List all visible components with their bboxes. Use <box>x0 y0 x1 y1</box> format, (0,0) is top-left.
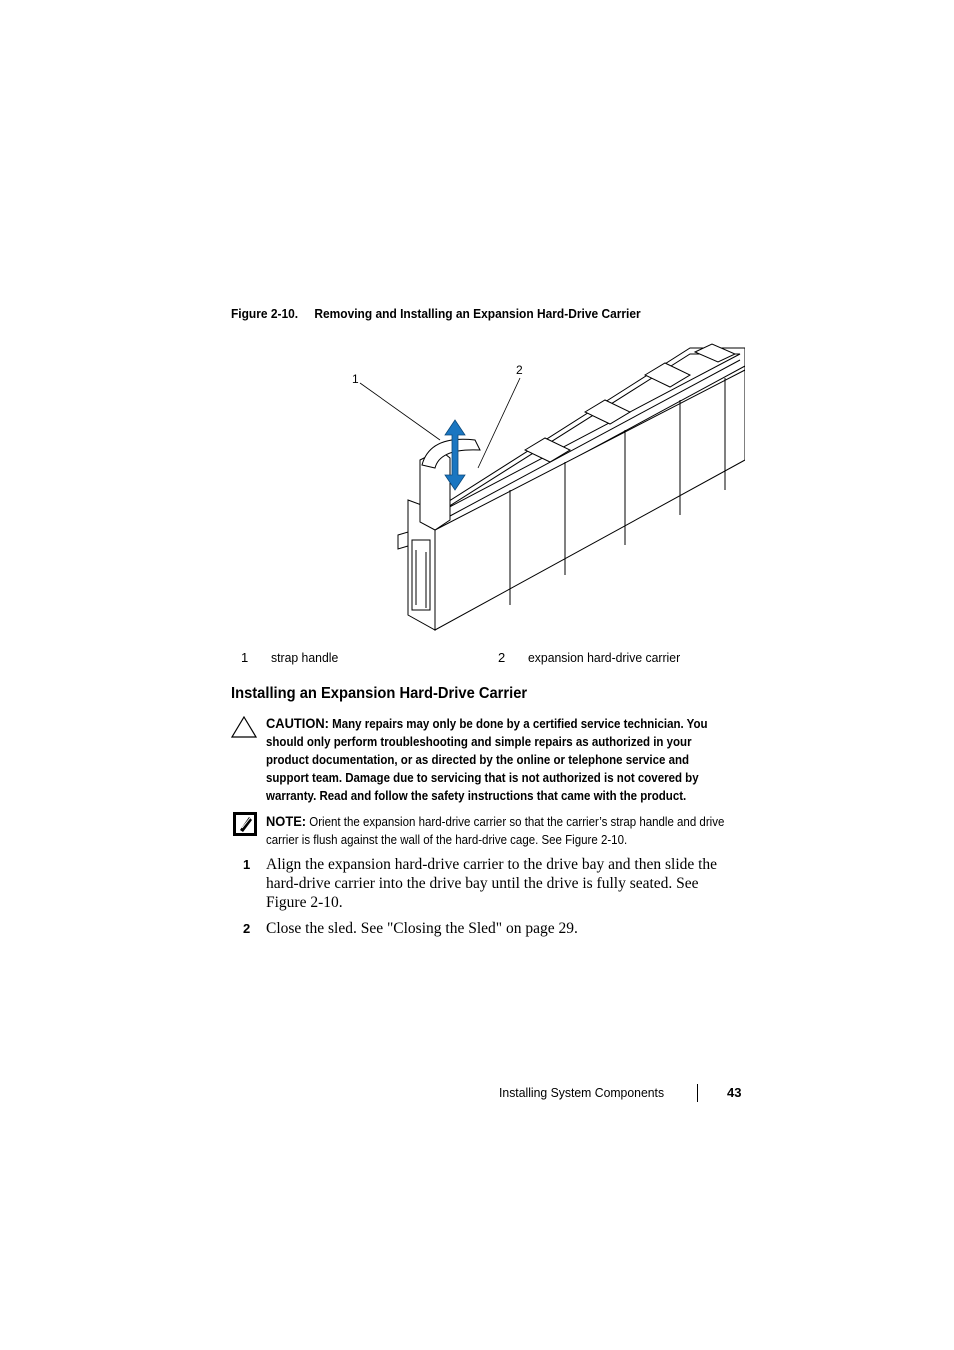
callout-1: 1 <box>352 372 359 386</box>
figure-caption <box>231 306 641 321</box>
hard-drive-carrier-illustration <box>340 340 745 638</box>
note-text: Orient the expansion hard-drive carrier so that the carrier’s strap handle and drive carrier is flush against the wall of the hard-drive cage. See Figure 2-10. <box>266 815 725 847</box>
leader-line-1 <box>360 383 440 440</box>
footer-section: Installing System Components <box>499 1085 665 1100</box>
caution-icon <box>231 716 257 738</box>
caution-label: CAUTION: <box>266 715 329 731</box>
note-label: NOTE: <box>266 813 307 829</box>
section-title: Installing an Expansion Hard-Drive Carrier <box>231 685 528 702</box>
step-1-number: 1 <box>243 857 251 872</box>
figure-number: Figure 2-10. <box>231 306 299 321</box>
up-down-arrow-icon <box>445 420 465 490</box>
drive-cage <box>435 344 745 630</box>
page-number: 43 <box>727 1085 742 1100</box>
caution-text: Many repairs may only be done by a certified service technician. You should only perform troubleshooting and simple repairs as authorized in your product documentation, or as directed by the online or telephone service and support team. Damage due to servicing that is not authorized is not covered by warranty. Read and follow the safety instructions that came with the product. <box>266 717 708 803</box>
leader-line-2 <box>478 378 520 468</box>
footer-divider <box>697 1084 698 1102</box>
legend-1-number: 1 <box>241 650 249 665</box>
step-2-text: Close the sled. See "Closing the Sled" on page 29. <box>266 920 578 937</box>
figure-title: Removing and Installing an Expansion Hard-Drive Carrier <box>314 306 641 321</box>
legend-2-number: 2 <box>498 650 506 665</box>
strap-handle <box>422 439 480 468</box>
step-1-text: Align the expansion hard-drive carrier to the drive bay and then slide the hard-drive carrier into the drive bay until the drive is fully seated. See Figure 2-10. <box>266 856 718 911</box>
callout-2: 2 <box>516 363 523 377</box>
note-icon <box>233 812 257 836</box>
step-2-number: 2 <box>243 921 251 936</box>
legend-1-label: strap handle <box>271 650 339 665</box>
note-notice <box>266 812 731 849</box>
legend-2-label: expansion hard-drive carrier <box>528 650 681 665</box>
caution-notice <box>266 714 717 805</box>
